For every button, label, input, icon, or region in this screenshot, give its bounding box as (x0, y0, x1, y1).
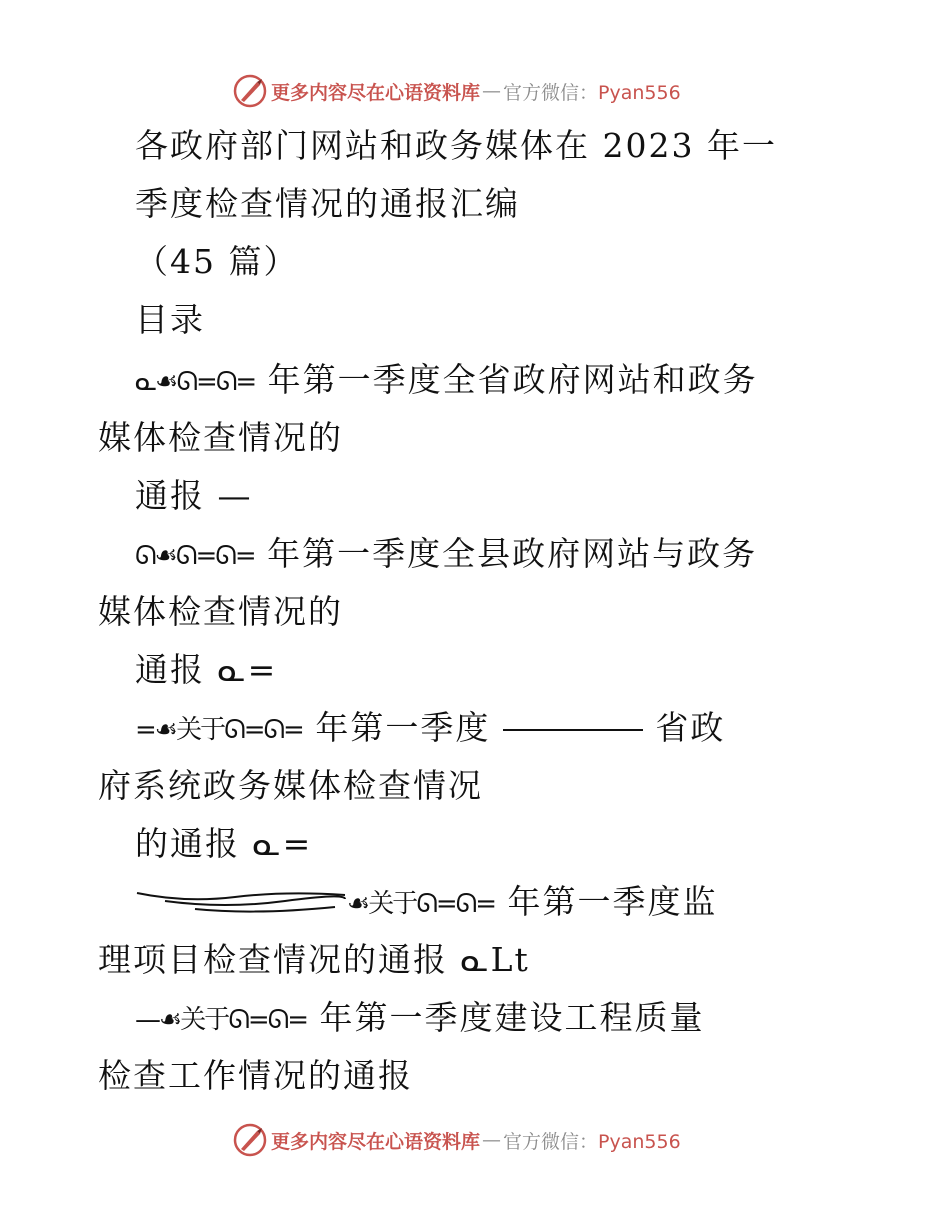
toc-entry-text: 年第一季度全县政府网站与政务 (254, 534, 758, 573)
wavy-lines-ornament (135, 887, 347, 921)
document-count: （45 篇） (135, 242, 299, 281)
toc-entry-3-line1[interactable] (135, 706, 725, 752)
toc-entry-2-line2: 媒体检查情况的 (98, 592, 343, 631)
ornament-glyphs: ᘏ=ᘏ= (228, 1005, 308, 1035)
toc-entry-3-line2: 府系统政务媒体检查情况 (98, 766, 483, 805)
ornament-glyphs: ᓇ☙ᘏ=ᘏ= (135, 367, 256, 397)
toc-entry-1-line3: 通报 — (135, 476, 253, 515)
toc-entry-2-line1[interactable] (135, 532, 757, 578)
watermark-text: 更多内容尽在心语资料库 (271, 81, 481, 104)
toc-entry-3-line3: 的通报 ᓇ= (135, 824, 313, 863)
watermark-wechat-id: Pyan556 (598, 1130, 681, 1153)
ornament-glyphs: ☙关于 (347, 889, 417, 919)
toc-entry-5-line2: 检查工作情况的通报 (98, 1056, 413, 1095)
watermark-contact (503, 1127, 681, 1154)
document-title-line2: 季度检查情况的通报汇编 (135, 184, 520, 223)
watermark-wechat-id: Pyan556 (598, 81, 681, 104)
toc-entry-4-line1[interactable] (135, 880, 718, 926)
watermark-separator: — (482, 1129, 502, 1151)
document-title-line1: 各政府部门网站和政务媒体在 2023 年一 (135, 126, 777, 165)
watermark-footer (233, 1122, 681, 1158)
toc-entry-5-line1[interactable] (135, 996, 705, 1042)
ornament-glyphs: ᘏ=ᘏ= (416, 889, 496, 919)
ornament-glyphs: ᘏ=ᘏ= (224, 715, 303, 745)
toc-entry-2-line3: 通报 ᓇ= (135, 650, 278, 689)
toc-entry-text: 年第一季度 (302, 708, 503, 747)
watermark-contact (503, 78, 681, 105)
toc-entry-text: 年第一季度建设工程质量 (307, 998, 705, 1037)
toc-entry-4-line2: 理项目检查情况的通报 ᓇLt (98, 940, 530, 979)
toc-entry-text: 年第一季度全省政府网站和政务 (255, 360, 758, 399)
watermark-label: 官方微信： (503, 81, 599, 104)
ornament-glyphs: ᘏ☙ᘏ=ᘏ= (135, 541, 255, 571)
watermark-separator: — (482, 80, 502, 102)
toc-heading: 目录 (135, 300, 205, 339)
watermark-label: 官方微信： (503, 1130, 599, 1153)
ornament-glyphs: =☙关于 (135, 715, 225, 745)
toc-entry-text: 年第一季度监 (495, 882, 718, 921)
watermark-text: 更多内容尽在心语资料库 (271, 1130, 481, 1153)
ornament-glyphs: —☙关于 (135, 1005, 229, 1035)
blank-rule (503, 729, 643, 731)
quill-logo-icon (233, 1123, 267, 1157)
toc-entry-text-tail: 省政 (642, 708, 726, 747)
toc-entry-1-line1[interactable] (135, 358, 758, 404)
quill-logo-icon (233, 74, 267, 108)
toc-entry-1-line2: 媒体检查情况的 (98, 418, 343, 457)
watermark-header (233, 73, 681, 109)
